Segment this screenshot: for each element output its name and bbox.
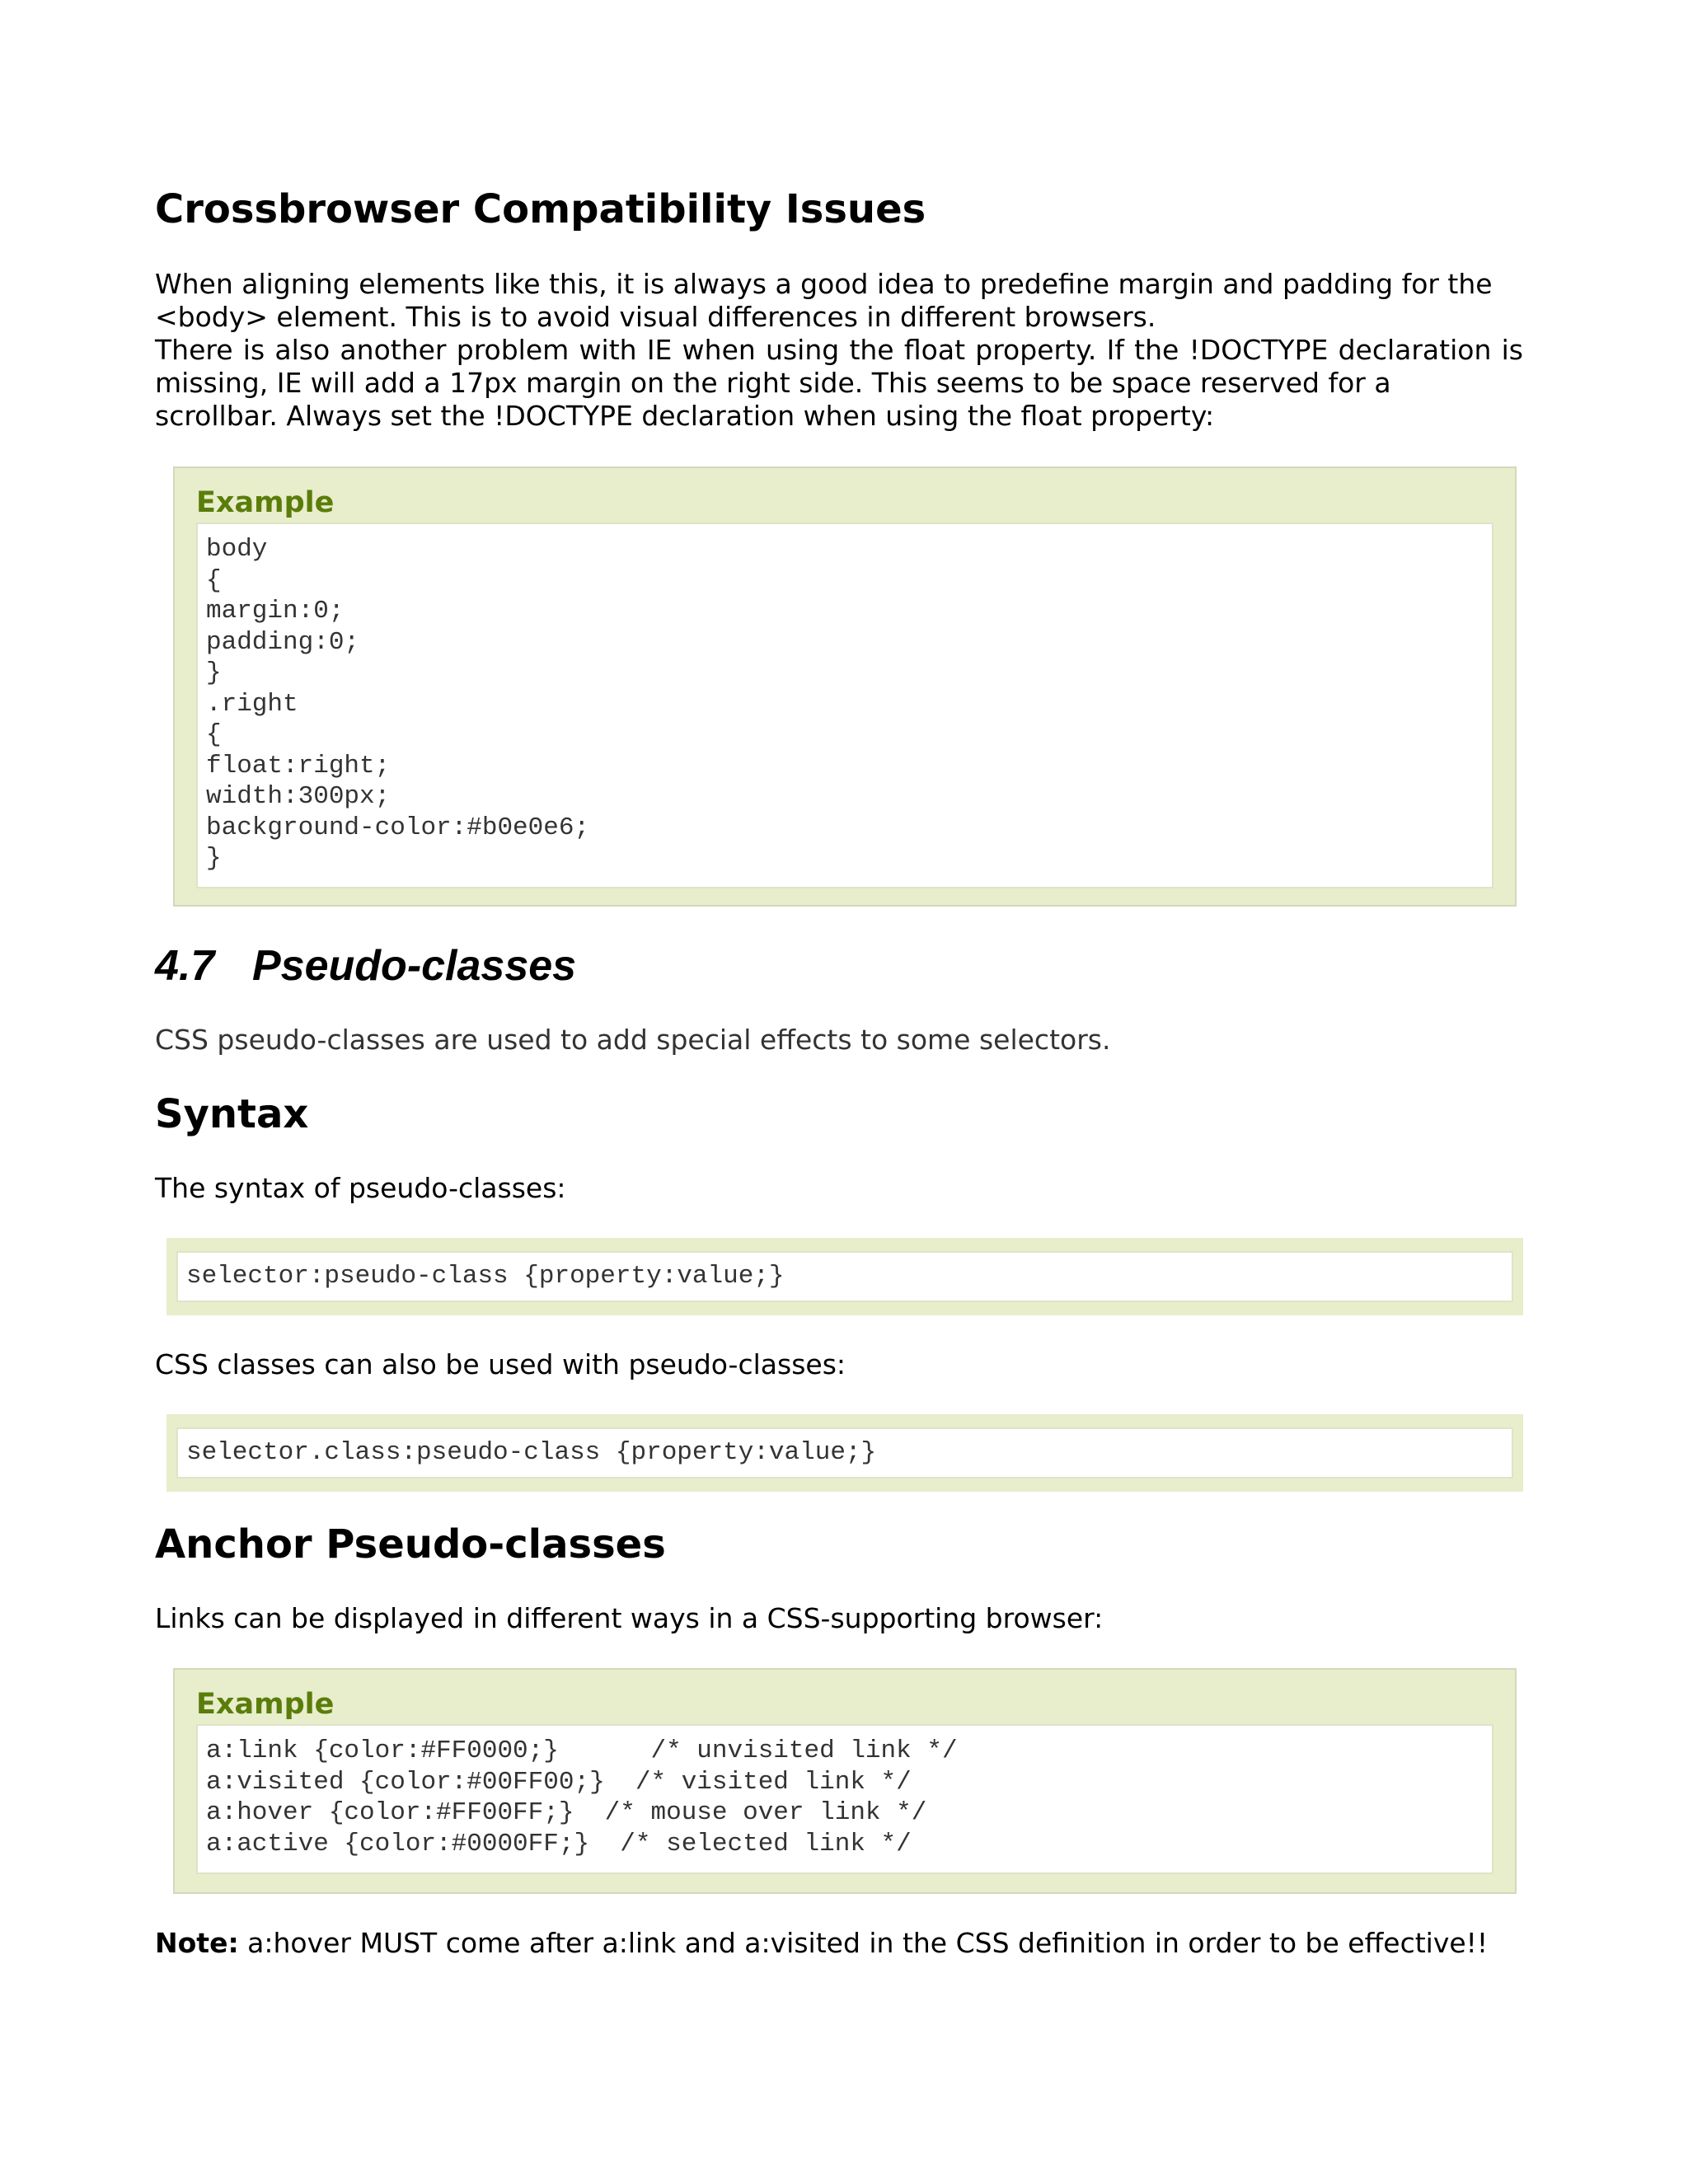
code-line: selector:pseudo-class {property:value;} (186, 1262, 785, 1291)
section-4-7-heading (155, 941, 576, 991)
crossbrowser-para1-line1: When aligning elements like this, it is always a good idea to predefine margin and padding for the (155, 268, 1493, 300)
code-block (176, 1427, 1513, 1479)
anchor-intro: Links can be displayed in different ways in a CSS-supporting browser: (155, 1602, 1104, 1634)
code-line: { (206, 720, 222, 749)
crossbrowser-para2-line3: scrollbar. Always set the !DOCTYPE declaration when using the float property: (155, 400, 1215, 432)
anchor-example-box (173, 1668, 1517, 1894)
section-number: 4.7 (155, 942, 215, 990)
code-line: body (206, 535, 268, 564)
note-text: a:hover MUST come after a:link and a:visited in the CSS definition in order to be effective!! (238, 1927, 1489, 1959)
class-syntax-code-box (166, 1414, 1523, 1492)
code-line: float:right; (206, 751, 391, 780)
code-line: a:visited {color:#00FF00;} /* visited link */ (206, 1767, 912, 1797)
code-line: } (206, 844, 222, 873)
code-line: .right (206, 689, 298, 719)
example-title: Example (196, 1688, 335, 1721)
code-line: a:active {color:#0000FF;} /* selected link */ (206, 1829, 912, 1858)
pseudo-classes-intro: CSS pseudo-classes are used to add special effects to some selectors. (155, 1024, 1111, 1056)
code-line: } (206, 658, 222, 687)
classes-intro: CSS classes can also be used with pseudo-classes: (155, 1348, 846, 1380)
code-line: margin:0; (206, 597, 345, 626)
crossbrowser-para2: There is also another problem with IE when using the float property. If the !DOCTYPE declaration is missing, IE will add a 17px margin on the right side. This seems to be space reserved for a (155, 334, 1523, 399)
code-block (196, 523, 1493, 888)
code-line: a:link {color:#FF0000;} /* unvisited link */ (206, 1736, 958, 1765)
example-title: Example (196, 486, 335, 519)
code-line: selector.class:pseudo-class {property:value;} (186, 1438, 877, 1467)
code-block (196, 1724, 1493, 1874)
crossbrowser-para1-line2: <body> element. This is to avoid visual differences in different browsers. (155, 301, 1156, 333)
code-line: a:hover {color:#FF00FF;} /* mouse over link */ (206, 1798, 927, 1827)
syntax-code-box (166, 1238, 1523, 1315)
crossbrowser-heading: Crossbrowser Compatibility Issues (155, 186, 926, 232)
syntax-intro: The syntax of pseudo-classes: (155, 1172, 566, 1204)
float-example-box (173, 466, 1517, 907)
section-title: Pseudo-classes (252, 942, 577, 990)
code-line: { (206, 565, 222, 595)
note-paragraph (155, 1927, 1523, 1960)
code-line: background-color:#b0e0e6; (206, 813, 590, 842)
code-block (176, 1251, 1513, 1302)
syntax-heading: Syntax (155, 1091, 309, 1137)
anchor-heading: Anchor Pseudo-classes (155, 1521, 666, 1568)
note-label: Note: (155, 1927, 239, 1959)
code-line: padding:0; (206, 627, 360, 657)
code-line: width:300px; (206, 782, 391, 811)
